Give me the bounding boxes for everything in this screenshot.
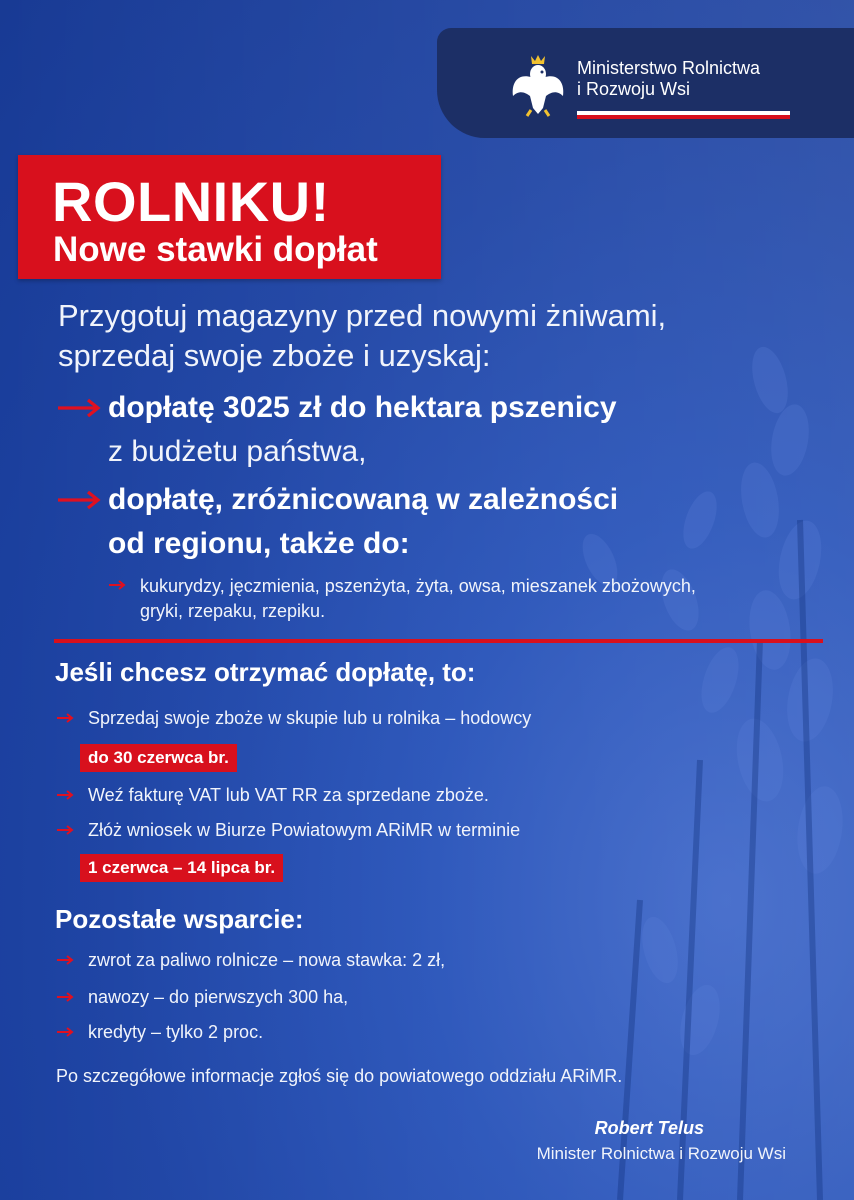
arrow-right-icon [108,580,127,590]
support-section-title: Pozostałe wsparcie: [55,904,304,934]
signer-role: Minister Rolnictwa i Rozwoju Wsi [536,1144,786,1163]
ministry-name-line2: i Rozwoju Wsi [577,79,691,99]
step-2-text: Weź fakturę VAT lub VAT RR za sprzedane zboże. [88,785,489,805]
arrow-right-icon [56,1027,75,1037]
ministry-name [577,58,817,100]
step-3-text: Złóż wniosek w Biurze Powiatowym ARiMR w terminie [88,820,521,840]
benefit-1-normal: z budżetu państwa, [108,435,367,468]
signer-name: Robert Telus [594,1118,704,1138]
ministry-header [437,28,854,138]
support-item-fertilizers: nawozy – do pierwszych 300 ha, [88,987,349,1007]
headline-title: ROLNIKU! [52,170,330,233]
step-1-deadline-tag: do 30 czerwca br. [80,744,237,772]
headline-subtitle: Nowe stawki dopłat [53,230,378,269]
headline-box [18,155,441,279]
intro-line-1: Przygotuj magazyny przed nowymi żniwami, [58,298,667,333]
arrow-right-icon [56,713,75,723]
benefit-2-strong-line1: dopłatę, zróżnicowaną w zależności [108,483,619,516]
benefit-1-strong: dopłatę 3025 zł do hektara pszenicy [108,391,617,424]
intro-line-2: sprzedaj swoje zboże i uzyskaj: [58,338,491,373]
crops-line-1: kukurydzy, jęczmienia, pszenżyta, żyta, owsa, mieszanek zbożowych, [140,576,696,596]
crops-line-2: gryki, rzepaku, rzepiku. [140,601,326,621]
arrow-right-icon [56,955,75,965]
section-divider [54,639,823,643]
arrow-right-icon [56,398,102,418]
arrow-right-icon [56,490,102,510]
support-item-fuel: zwrot za paliwo rolnicze – nowa stawka: 2 zł, [88,950,446,970]
ministry-name-line1: Ministerstwo Rolnictwa [577,58,761,78]
crops-list [140,574,830,624]
support-item-loans: kredyty – tylko 2 proc. [88,1022,264,1042]
arrow-right-icon [56,825,75,835]
polish-eagle-emblem-icon [509,52,567,118]
polish-flag-stripe [577,111,790,119]
steps-section-title: Jeśli chcesz otrzymać dopłatę, to: [55,657,476,687]
footer-info-note: Po szczegółowe informacje zgłoś się do powiatowego oddziału ARiMR. [56,1066,623,1086]
arrow-right-icon [56,992,75,1002]
step-1-text: Sprzedaj swoje zboże w skupie lub u rolnika – hodowcy [88,708,532,728]
arrow-right-icon [56,790,75,800]
benefit-2-strong-line2: od regionu, także do: [108,527,410,560]
step-3-deadline-tag: 1 czerwca – 14 lipca br. [80,854,283,882]
intro-text [58,296,818,376]
